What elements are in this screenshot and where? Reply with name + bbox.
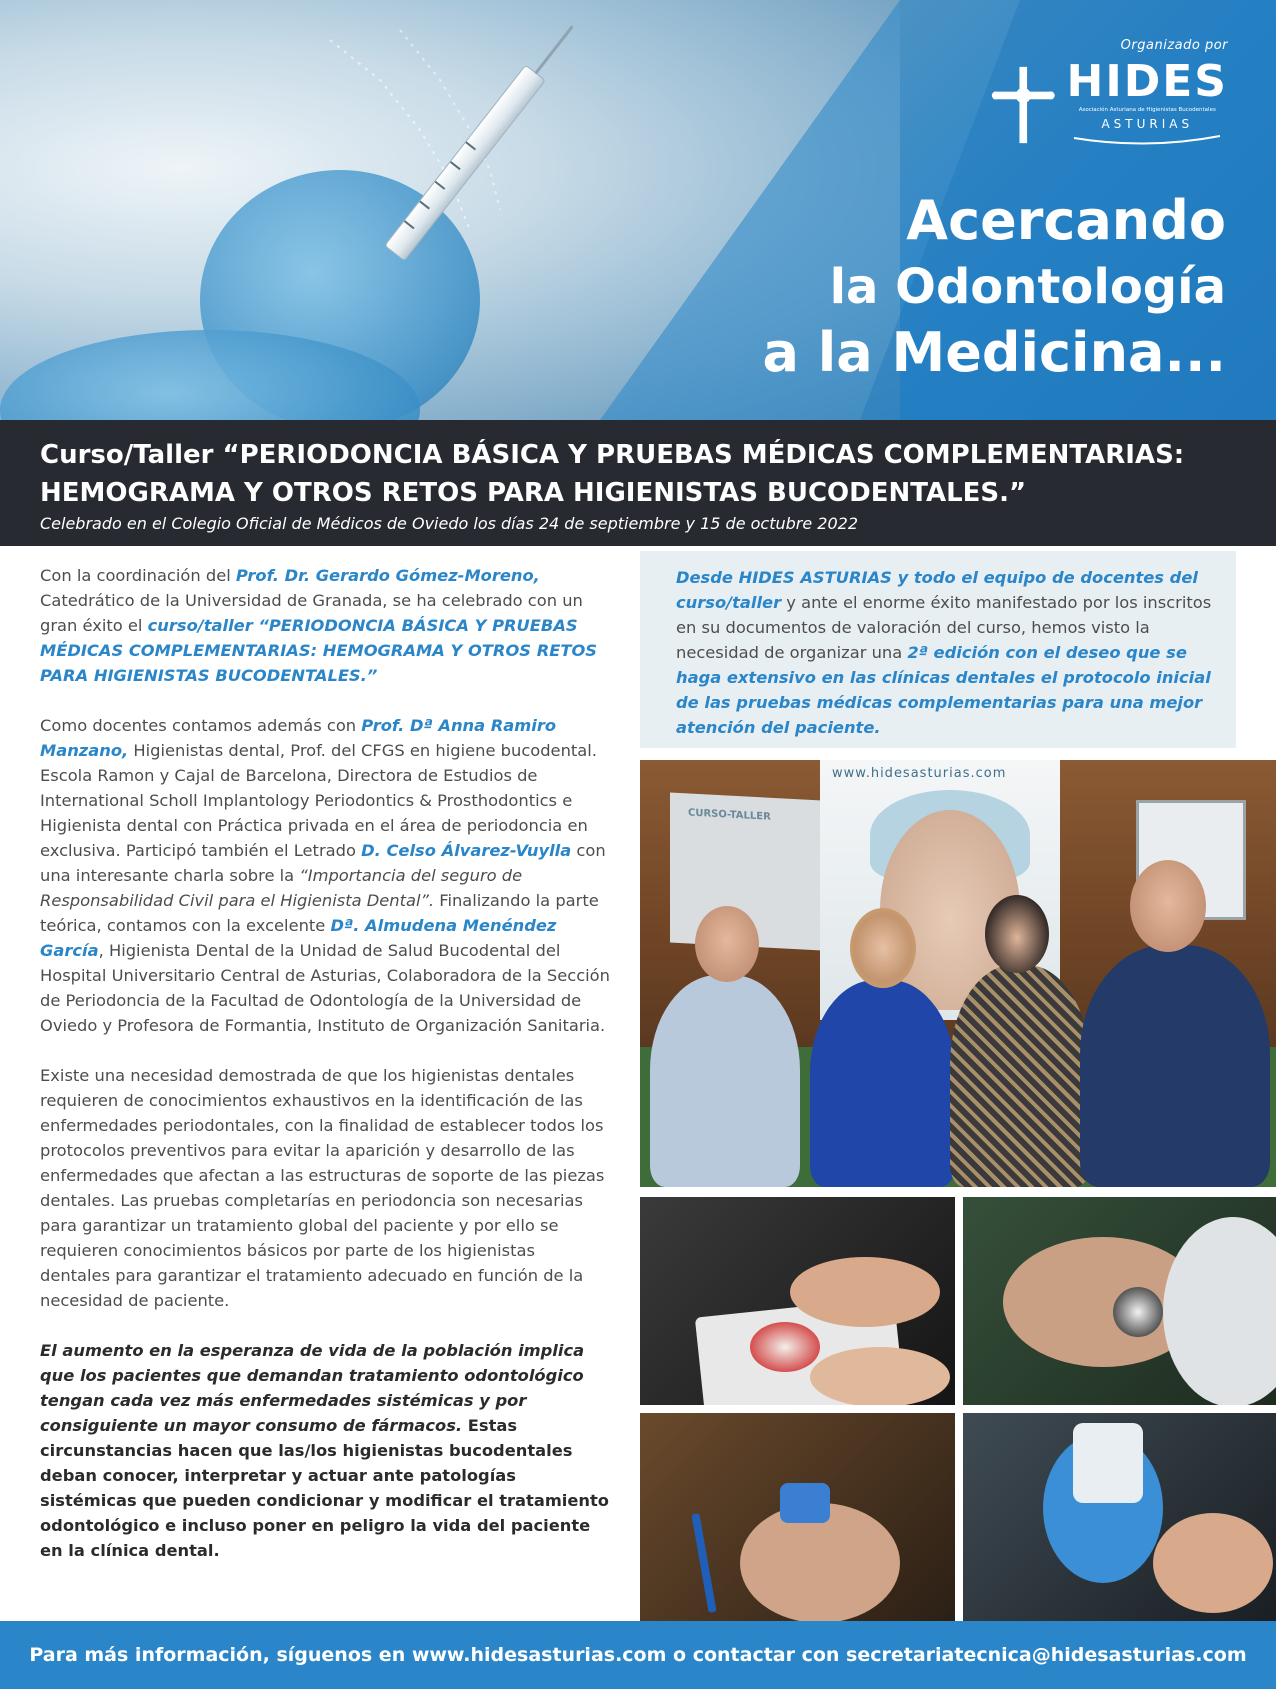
course-title-bar [0, 420, 1276, 546]
photo-glucometer [963, 1413, 1276, 1621]
text: y ante el enorme éxito manifestado por los inscritos en su documentos de valoración del curso, hemos visto la necesidad de organizar una [676, 593, 1212, 662]
lawyer-name: D. Celso Álvarez-Vuylla [361, 841, 572, 860]
photo-dental-model [640, 1197, 955, 1405]
photo-blood-pressure [963, 1197, 1276, 1405]
dental-model [750, 1322, 820, 1372]
text: Higienistas dental, Prof. del CFGS en higiene bucodental. Escola Ramon y Cajal de Barcelona, Directora de Estudios de International Scholl Implantology Periodontics & Prosthodontics e Higienista dental con Práctica privada en el área de periodoncia en exclusiva. Participó también el Letrado [40, 741, 597, 860]
text: Como docentes contamos además con [40, 716, 362, 735]
hero-headline [763, 188, 1226, 386]
person-4 [1080, 945, 1270, 1187]
article-body [40, 563, 610, 1588]
highlight-text: 2ª edición con el deseo que se haga extensivo en las clínicas dentales el protocolo inicial de las pruebas médicas complementarias para una mejor atención del paciente. [676, 643, 1211, 737]
person-3-head [985, 895, 1049, 973]
text: con una interesante charla sobre la [40, 841, 606, 885]
paragraph-need: Existe una necesidad demostrada de que los higienistas dentales requieren de conocimientos exhaustivos en la identificación de las enfermedades periodontales, con la finalidad de establecer todos los protocolos preventivos para evitar la aparición y desarrollo de las enfermedades que afectan a las estructuras de soporte de las piezas dentales. Las pruebas completarías en periodoncia son necesarias para garantizar un tratamiento global del paciente y por ello se requieren conocimientos básicos por parte de los higienistas dentales para garantizar el tratamiento adecuado en función de la necesidad de paciente. [40, 1066, 605, 1310]
logo-region: ASTURIAS [1101, 117, 1194, 131]
person-1 [650, 975, 800, 1187]
text: Catedrático de la Universidad de Granada, se ha celebrado con un gran éxito el [40, 591, 583, 635]
talk-title: “Importancia del seguro de Responsabilidad Civil para el Higienista Dental”. [40, 866, 523, 910]
paragraph-life-expectancy [40, 1338, 610, 1563]
headline-line-2: la Odontología [829, 259, 1226, 315]
footer-bar [0, 1621, 1276, 1689]
teacher-name: Prof. Dª Anna Ramiro Manzano, [40, 716, 557, 760]
emphasis-text: El aumento en la esperanza de vida de la población implica que los pacientes que demandan tratamiento odontológico tengan cada vez más enfermedades sistémicas y por consiguiente un mayor consumo de fármacos. [40, 1341, 585, 1435]
hero-banner [0, 0, 1276, 420]
text: Con la coordinación del [40, 566, 236, 585]
second-edition-box [640, 551, 1236, 748]
hand [810, 1347, 950, 1405]
course-title-line-2: HEMOGRAMA Y OTROS RETOS PARA HIGIENISTAS BUCODENTALES.” [40, 478, 1027, 508]
headline-line-3: a la Medicina... [762, 321, 1226, 384]
screen-text: CURSO-TALLER [688, 807, 771, 823]
person-2-head [850, 908, 916, 988]
logo-name: HIDES [1066, 56, 1228, 107]
logo-swoosh-icon [1072, 134, 1222, 146]
course-name: curso/taller “PERIODONCIA BÁSICA Y PRUEBAS MÉDICAS COMPLEMENTARIAS: HEMOGRAMA Y OTROS RETOS PARA HIGIENISTAS BUCODENTALES.” [40, 616, 598, 685]
person-1-head [695, 906, 759, 982]
victory-cross-icon [988, 61, 1059, 149]
text: Estas circunstancias hacen que las/los higienistas bucodentales deban conocer, interpretar y actuar ante patologías sistémicas que pueden condicionar y modificar el tratamiento odontológico e incluso poner en peligro la vida del paciente en la clínica dental. [40, 1416, 609, 1560]
photo-pulse-oximeter [640, 1413, 955, 1621]
person-2 [810, 980, 955, 1187]
organized-by-label: Organizado por [1120, 38, 1228, 53]
text: Finalizando la parte teórica, contamos con la excelente [40, 891, 599, 935]
text: , Higienista Dental de la Unidad de Salud Bucodental del Hospital Universitario Central de Asturias, Colaboradora de la Sección de Periodoncia de la Facultad de Odontología de la Universidad de Oviedo y Profesora de Formantia, Instituto de Organización Sanitaria. [40, 941, 610, 1035]
hides-logo [988, 38, 1228, 150]
person-4-head [1130, 860, 1206, 952]
course-title-line-1: Curso/Taller “PERIODONCIA BÁSICA Y PRUEBAS MÉDICAS COMPLEMENTARIAS: [40, 440, 1185, 470]
hand [1153, 1513, 1273, 1613]
paragraph-teachers [40, 713, 610, 1038]
hand [790, 1257, 940, 1327]
highlight-text: Desde HIDES ASTURIAS y todo el equipo de docentes del curso/taller [676, 568, 1198, 612]
hygienist-name: Dª. Almudena Menéndez García [40, 916, 557, 960]
person-3 [950, 965, 1090, 1187]
pen [691, 1513, 716, 1613]
gauge [1113, 1287, 1163, 1337]
shirt [1163, 1217, 1276, 1405]
oximeter [780, 1483, 830, 1523]
headline-line-1: Acercando [906, 189, 1226, 252]
paragraph-coordination [40, 563, 610, 688]
glucometer [1073, 1423, 1143, 1503]
group-photo [640, 760, 1276, 1187]
course-date-subtitle: Celebrado en el Colegio Oficial de Médicos de Oviedo los días 24 de septiembre y 15 de octubre 2022 [40, 514, 858, 533]
footer-contact-text: Para más información, síguenos en www.hidesasturias.com o contactar con secretariatecnica@hidesasturias.com [29, 1644, 1247, 1666]
coordinator-name: Prof. Dr. Gerardo Gómez-Moreno, [235, 566, 540, 585]
logo-subtitle: Asociación Asturiana de Higienistas Bucodentales [1078, 107, 1216, 113]
banner-url: www.hidesasturias.com [832, 766, 1007, 781]
